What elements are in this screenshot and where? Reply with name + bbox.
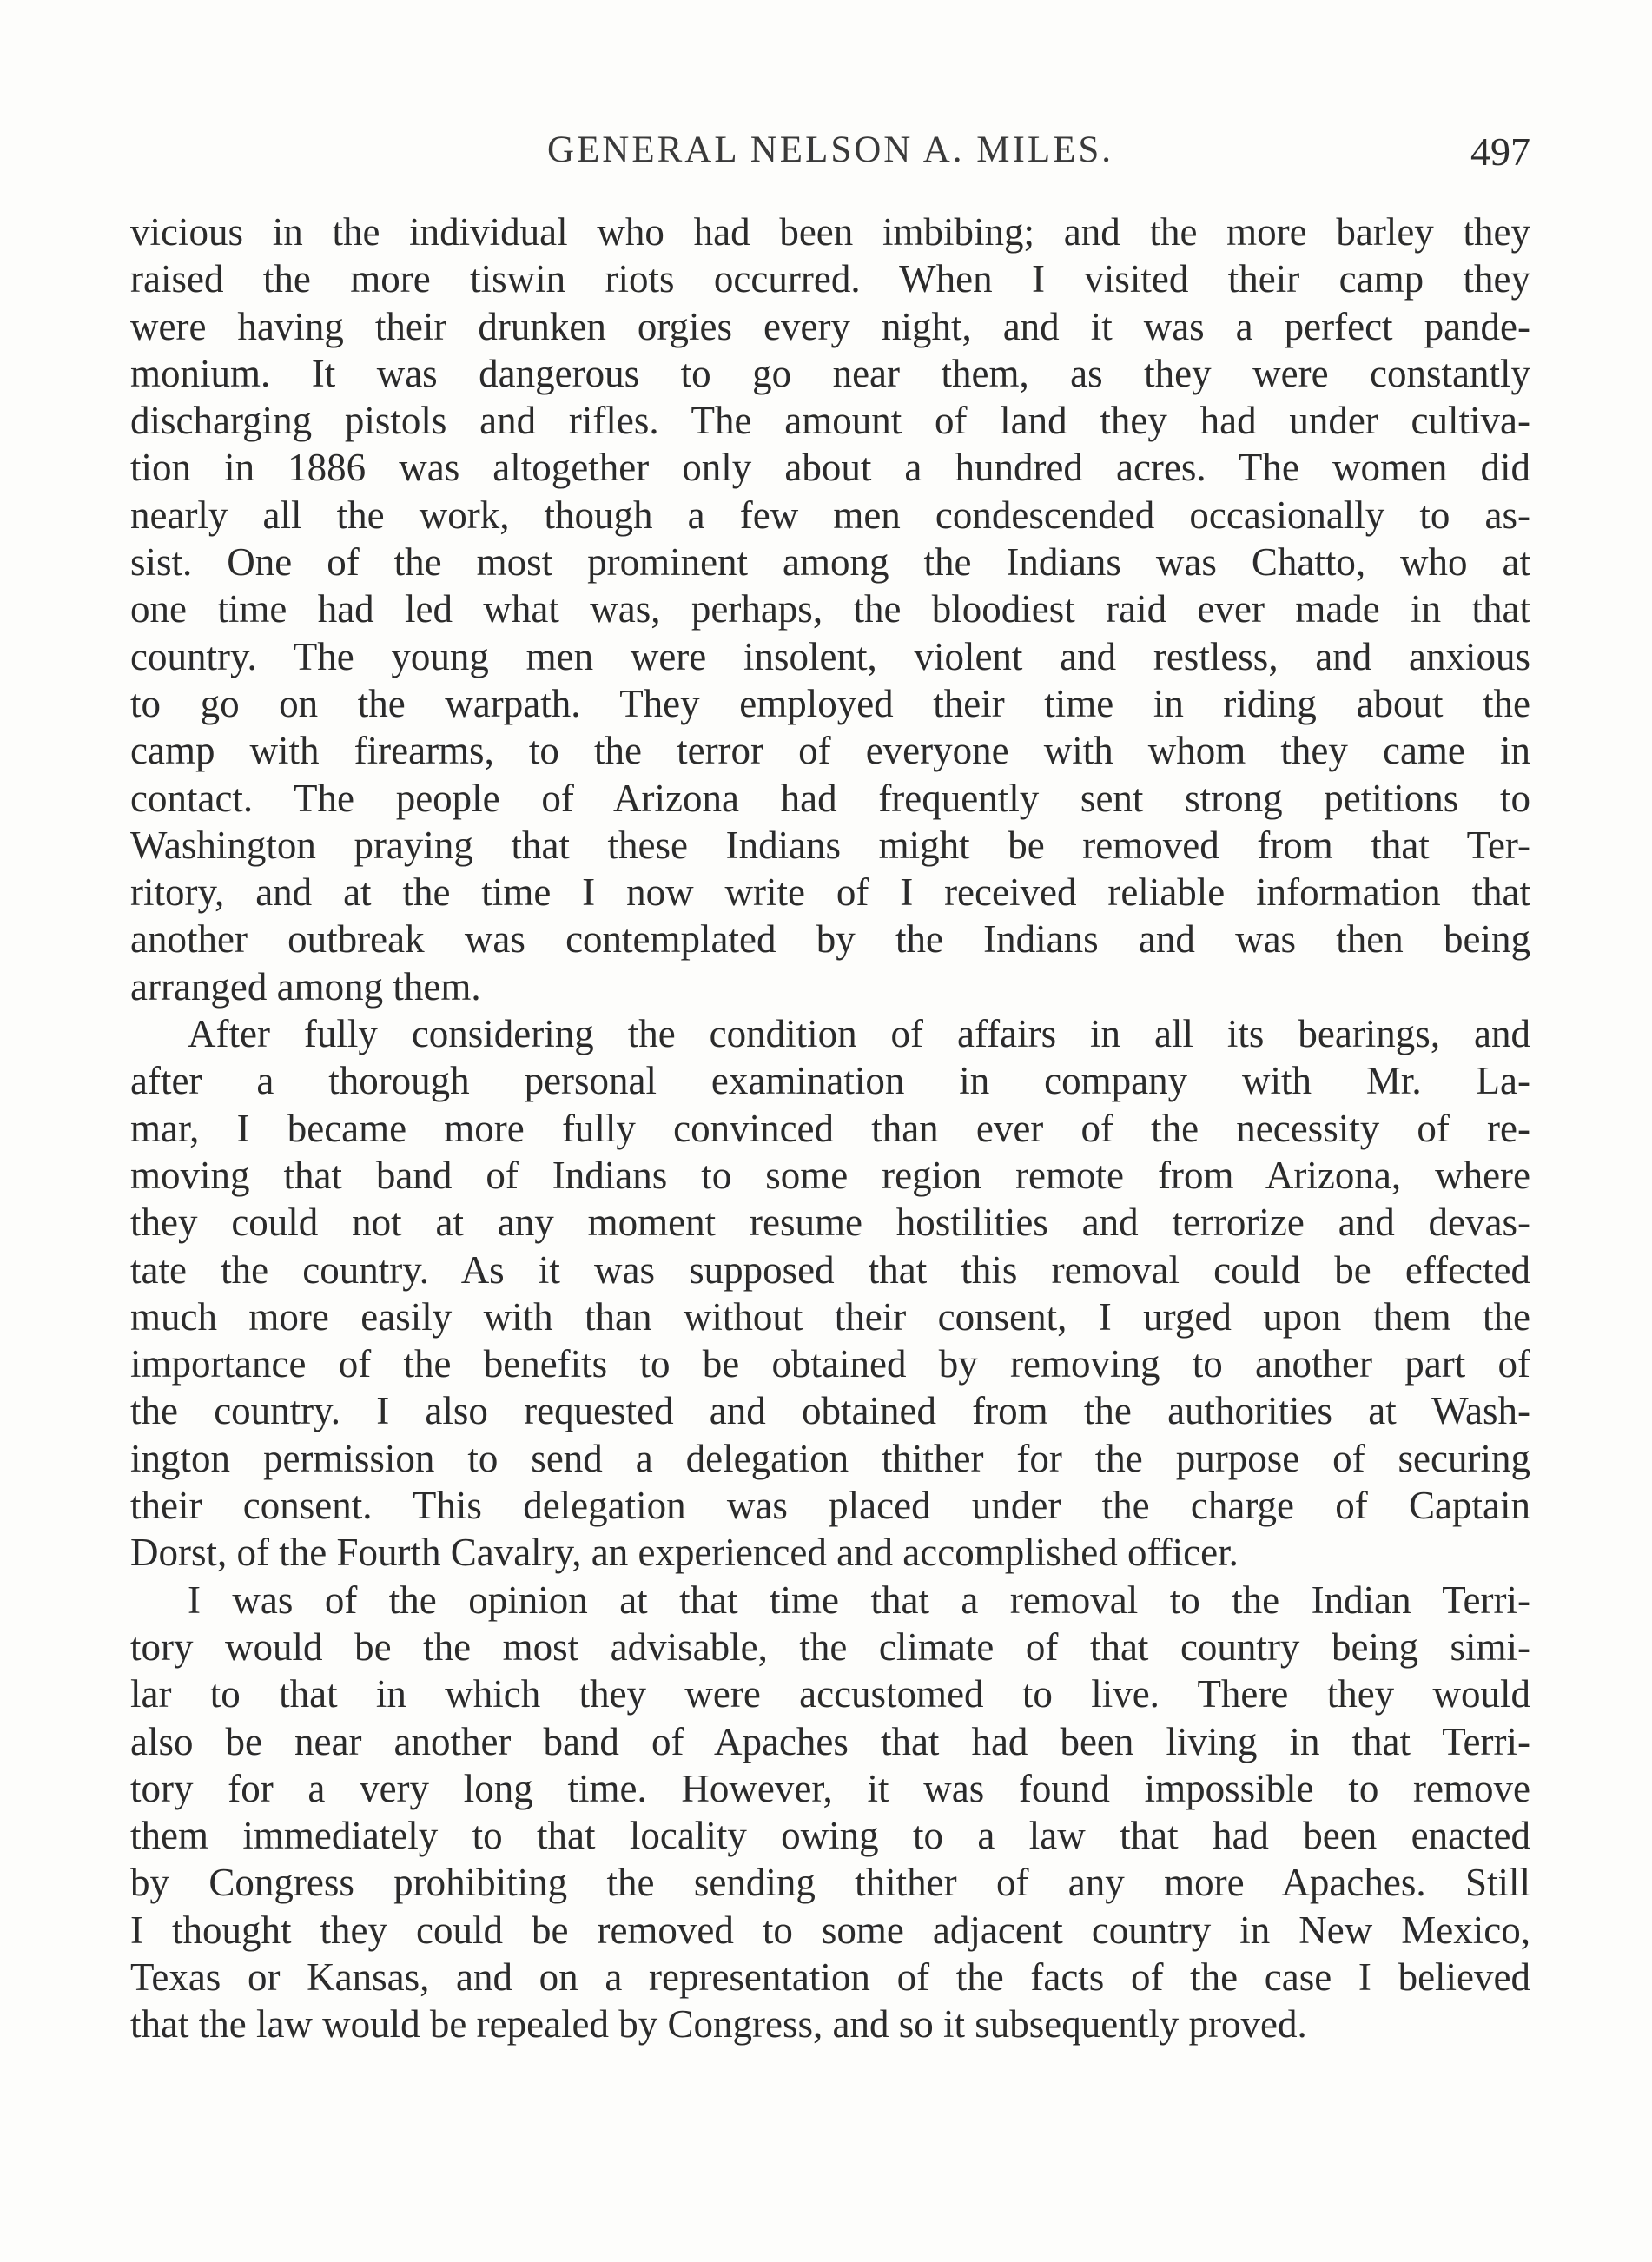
text-line: Dorst, of the Fourth Cavalry, an experienced and accomplished officer. bbox=[130, 1531, 1239, 1575]
paragraph bbox=[130, 208, 1530, 1010]
text-line: discharging pistols and rifles. The amount of land they had under cultiva- bbox=[130, 399, 1530, 443]
text-line: country. The young men were insolent, violent and restless, and anxious bbox=[130, 634, 1530, 678]
text-line: tory for a very long time. However, it was found impossible to remove bbox=[130, 1766, 1530, 1810]
text-line: much more easily with than without their consent, I urged upon them the bbox=[130, 1294, 1530, 1339]
running-head bbox=[130, 129, 1530, 181]
paragraph bbox=[130, 1577, 1530, 2048]
text-line: Washington praying that these Indians might be removed from that Ter- bbox=[130, 823, 1530, 867]
text-line: after a thorough personal examination in company with Mr. La- bbox=[130, 1059, 1530, 1103]
text-line: arranged among them. bbox=[130, 964, 481, 1009]
text-line: tory would be the most advisable, the climate of that country being simi- bbox=[130, 1624, 1530, 1669]
text-line: ritory, and at the time I now write of I received reliable information that bbox=[130, 870, 1530, 915]
text-line: mar, I became more fully convinced than ever of the necessity of re- bbox=[130, 1106, 1530, 1150]
text-line: one time had led what was, perhaps, the bloodiest raid ever made in that bbox=[130, 587, 1530, 632]
text-line: another outbreak was contemplated by the Indians and was then being bbox=[130, 917, 1530, 962]
text-line: vicious in the individual who had been imbibing; and the more barley they bbox=[130, 210, 1530, 254]
paragraph bbox=[130, 1010, 1530, 1577]
text-line: raised the more tiswin riots occurred. When I visited their camp they bbox=[130, 257, 1530, 301]
text-line: Texas or Kansas, and on a representation of the facts of the case I believed bbox=[130, 1954, 1530, 1999]
text-line: ington permission to send a delegation thither for the purpose of securing bbox=[130, 1436, 1530, 1480]
text-line: nearly all the work, though a few men condescended occasionally to as- bbox=[130, 493, 1530, 537]
text-line: I thought they could be removed to some adjacent country in New Mexico, bbox=[130, 1908, 1530, 1952]
text-line: contact. The people of Arizona had frequently sent strong petitions to bbox=[130, 776, 1530, 820]
text-line: that the law would be repealed by Congress, and so it subsequently proved. bbox=[130, 2002, 1307, 2047]
text-line: them immediately to that locality owing to a law that had been enacted bbox=[130, 1814, 1530, 1858]
text-line: tion in 1886 was altogether only about a hundred acres. The women did bbox=[130, 446, 1530, 490]
body-text bbox=[130, 208, 1530, 2048]
text-line: they could not at any moment resume hostilities and terrorize and devas- bbox=[130, 1200, 1530, 1245]
text-line: monium. It was dangerous to go near them, as they were constantly bbox=[130, 351, 1530, 395]
text-line: importance of the benefits to be obtained by removing to another part of bbox=[130, 1342, 1530, 1386]
text-line: sist. One of the most prominent among the Indians was Chatto, who at bbox=[130, 540, 1530, 585]
page-number: 497 bbox=[1470, 129, 1530, 174]
text-line: the country. I also requested and obtained from the authorities at Wash- bbox=[130, 1389, 1530, 1433]
text-line: also be near another band of Apaches that had been living in that Terri- bbox=[130, 1719, 1530, 1763]
text-line: were having their drunken orgies every night, and it was a perfect pande- bbox=[130, 304, 1530, 348]
text-line: After fully considering the condition of affairs in all its bearings, and bbox=[188, 1012, 1530, 1056]
text-line: tate the country. As it was supposed that this removal could be effected bbox=[130, 1247, 1530, 1292]
text-line: lar to that in which they were accustomed to live. There they would bbox=[130, 1672, 1530, 1716]
text-line: by Congress prohibiting the sending thither of any more Apaches. Still bbox=[130, 1861, 1530, 1905]
text-line: I was of the opinion at that time that a removal to the Indian Terri- bbox=[188, 1577, 1530, 1622]
running-title: GENERAL NELSON A. MILES. bbox=[546, 129, 1114, 170]
text-line: their consent. This delegation was placed under the charge of Captain bbox=[130, 1484, 1530, 1528]
text-line: camp with firearms, to the terror of everyone with whom they came in bbox=[130, 729, 1530, 773]
text-line: moving that band of Indians to some region remote from Arizona, where bbox=[130, 1153, 1530, 1197]
text-line: to go on the warpath. They employed their time in riding about the bbox=[130, 681, 1530, 725]
